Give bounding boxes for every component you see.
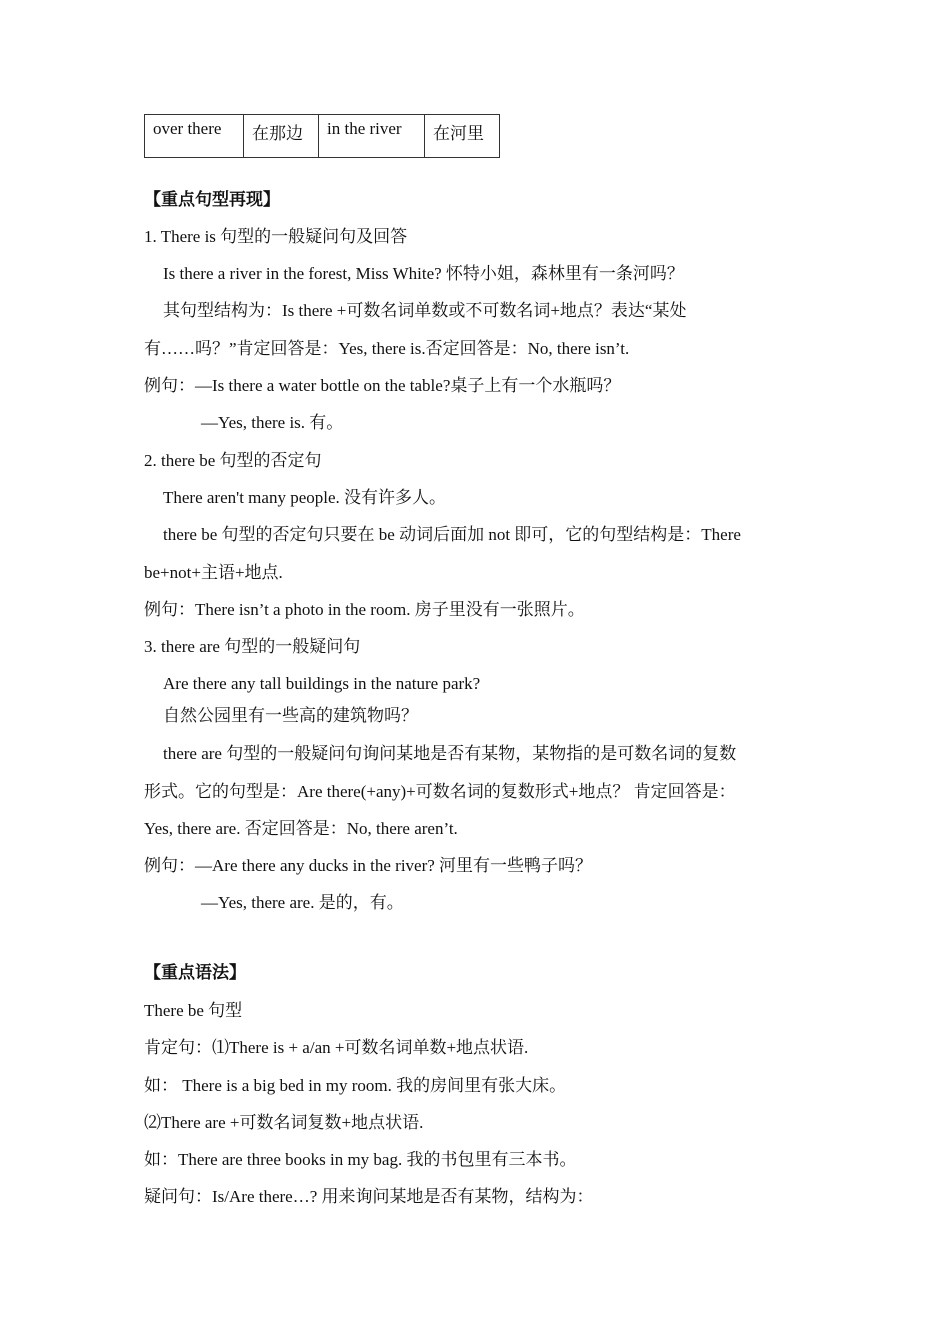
example-sentence: Is there a river in the forest, Miss White? 怀特小姐，森林里有一条河吗？ (163, 264, 684, 283)
explanation-text: 有……吗？”肯定回答是：Yes, there is.否定回答是：No, there isn’t. (144, 339, 630, 358)
explanation-text: there be 句型的否定句只要在 be 动词后面加 not 即可，它的句型结构是：There (163, 525, 741, 544)
explanation-text: be+not+主语+地点. (144, 563, 283, 582)
explanation-text: 形式。它的句型是：Are there(+any)+可数名词的复数形式+地点？ 肯定回答是： (144, 782, 736, 801)
table-cell: over there (145, 115, 244, 158)
vocab-table (144, 114, 500, 158)
table-row (145, 115, 500, 158)
grammar-topic: There be 句型 (144, 1001, 243, 1020)
sample-question: 例句：—Is there a water bottle on the table?桌子上有一个水瓶吗？ (144, 376, 621, 395)
explanation-text: there are 句型的一般疑问句询问某地是否有某物，某物指的是可数名词的复数 (163, 744, 737, 763)
sample-answer: —Yes, there is. 有。 (201, 413, 344, 432)
sample-sentence: 例句：There isn’t a photo in the room. 房子里没有一张照片。 (144, 600, 585, 619)
example-translation: 自然公园里有一些高的建筑物吗？ (163, 706, 418, 725)
example-sentence: There aren't many people. 没有许多人。 (163, 488, 447, 507)
table-cell: 在河里 (425, 115, 500, 158)
grammar-rule: 疑问句：Is/Are there…? 用来询问某地是否有某物，结构为： (144, 1187, 594, 1206)
section-heading: 【重点句型再现】 (144, 190, 280, 209)
sample-answer: —Yes, there are. 是的，有。 (201, 893, 404, 912)
item-title: 1. There is 句型的一般疑问句及回答 (144, 227, 408, 246)
explanation-text: 其句型结构为：Is there +可数名词单数或不可数名词+地点？表达“某处 (163, 301, 687, 320)
explanation-text: Yes, there are. 否定回答是：No, there aren’t. (144, 819, 458, 838)
grammar-example: 如：There are three books in my bag. 我的书包里有三本书。 (144, 1150, 577, 1169)
grammar-example: 如： There is a big bed in my room. 我的房间里有张大床。 (144, 1076, 567, 1095)
item-title: 2. there be 句型的否定句 (144, 451, 322, 470)
table-cell: in the river (319, 115, 425, 158)
table-cell: 在那边 (244, 115, 319, 158)
section-heading: 【重点语法】 (144, 963, 246, 982)
grammar-rule: 肯定句：⑴There is + a/an +可数名词单数+地点状语. (144, 1038, 529, 1057)
example-sentence: Are there any tall buildings in the nature park? (163, 674, 481, 693)
grammar-rule: ⑵There are +可数名词复数+地点状语. (144, 1113, 424, 1132)
sample-question: 例句：—Are there any ducks in the river? 河里有一些鸭子吗？ (144, 856, 593, 875)
item-title: 3. there are 句型的一般疑问句 (144, 637, 361, 656)
